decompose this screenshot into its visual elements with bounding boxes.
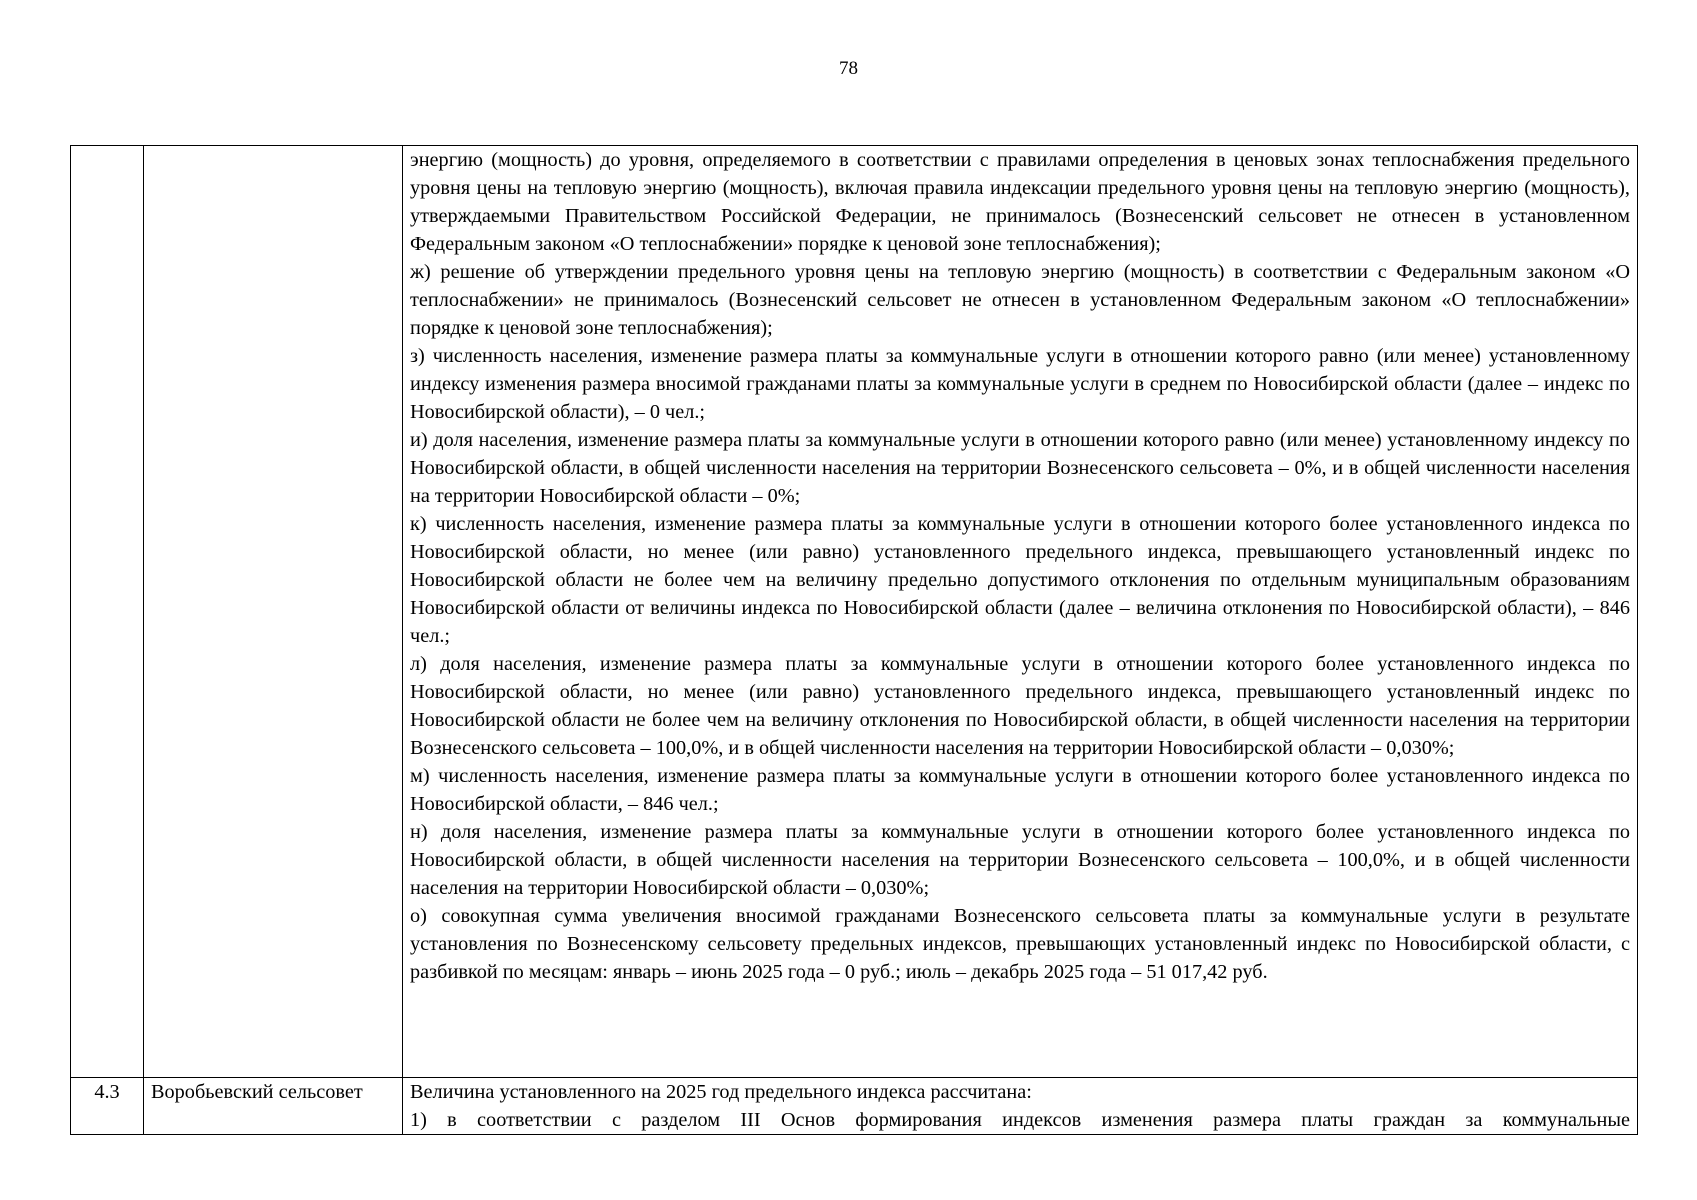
paragraph: ж) решение об утверждении предельного уровня цены на тепловую энергию (мощность) в соответствии с Федеральным законом «О теплоснабжении» не принималось (Вознесенский сельсовет не отнесен в установленном Федеральным законом «О теплоснабжении» порядке к ценовой зоне теплоснабжения); [410,261,1630,339]
row-number-cell [71,146,144,1078]
paragraph: и) доля населения, изменение размера платы за коммунальные услуги в отношении которого равно (или менее) установленному индексу по Новосибирской области, в общей численности населения на территории Вознесенского сельсовета – 0%, и в общей численности населения на территории Новосибирской области – 0%; [410,429,1630,507]
paragraph: к) численность населения, изменение размера платы за коммунальные услуги в отношении которого более установленного индекса по Новосибирской области, но менее (или равно) установленного предельного индекса, превышающего установленный индекс по Новосибирской области не более чем на величину предельно допустимого отклонения по отдельным муниципальным образованиям Новосибирской области от величины индекса по Новосибирской области (далее – величина отклонения по Новосибирской области), – 846 чел.; [410,513,1630,647]
paragraph: м) численность населения, изменение размера платы за коммунальные услуги в отношении которого более установленного индекса по Новосибирской области, – 846 чел.; [410,765,1630,815]
paragraph: з) численность населения, изменение размера платы за коммунальные услуги в отношении которого равно (или менее) установленному индексу изменения размера вносимой гражданами платы за коммунальные услуги в среднем по Новосибирской области (далее – индекс по Новосибирской области), – 0 чел.; [410,345,1630,423]
municipality-cell: Воробьевский сельсовет [144,1078,403,1135]
paragraph: л) доля населения, изменение размера платы за коммунальные услуги в отношении которого более установленного индекса по Новосибирской области, но менее (или равно) установленного предельного индекса, превышающего установленный индекс по Новосибирской области не более чем на величину отклонения по Новосибирской области, в общей численности населения на территории Вознесенского сельсовета – 100,0%, и в общей численности населения на территории Новосибирской области – 0,030%; [410,653,1630,759]
paragraph: энергию (мощность) до уровня, определяемого в соответствии с правилами определения в ценовых зонах теплоснабжения предельного уровня цены на тепловую энергию (мощность), включая правила индексации предельного уровня цены на тепловую энергию (мощность), утверждаемыми Правительством Российской Федерации, не принималось (Вознесенский сельсовет не отнесен в установленном Федеральным законом «О теплоснабжении» порядке к ценовой зоне теплоснабжения); [410,149,1630,255]
description-cell [403,1078,1638,1135]
description-cell [403,146,1638,1078]
table-row [71,146,1638,1078]
paragraph: Величина установленного на 2025 год предельного индекса рассчитана: [410,1081,1032,1103]
table-row [71,1078,1638,1135]
document-table [70,145,1638,1135]
paragraph: н) доля населения, изменение размера платы за коммунальные услуги в отношении которого более установленного индекса по Новосибирской области, в общей численности населения на территории Вознесенского сельсовета – 100,0%, и в общей численности населения на территории Новосибирской области – 0,030%; [410,821,1630,899]
paragraph: о) совокупная сумма увеличения вносимой гражданами Вознесенского сельсовета платы за коммунальные услуги в результате установления по Вознесенскому сельсовету предельных индексов, превышающих установленный индекс по Новосибирской области, с разбивкой по месяцам: январь – июнь 2025 года – 0 руб.; июль – декабрь 2025 года – 51 017,42 руб. [410,905,1630,983]
page-number: 78 [839,58,858,79]
paragraph: 1) в соответствии с разделом III Основ формирования индексов изменения размера платы граждан за коммунальные [410,1109,1630,1131]
row-number-cell: 4.3 [71,1078,144,1135]
municipality-cell [144,146,403,1078]
